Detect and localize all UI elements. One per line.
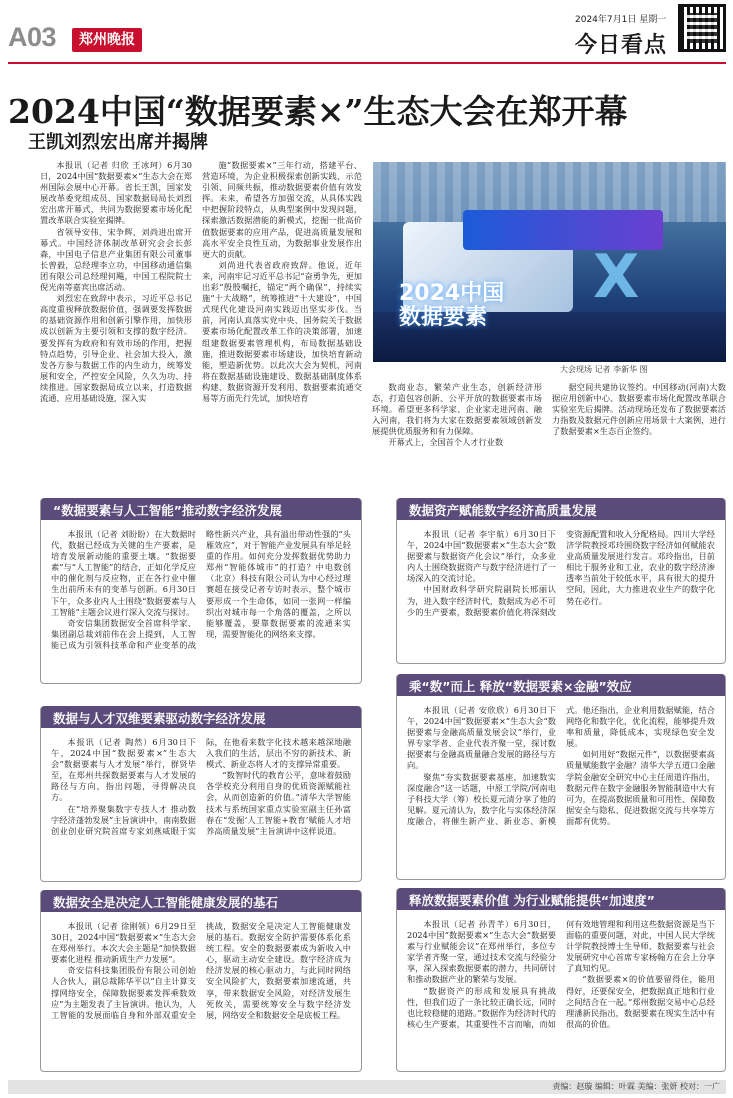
lead-text-2 — [202, 160, 362, 404]
masthead — [0, 0, 733, 64]
photo-sign-text: 2024中国 数据要素 — [399, 281, 505, 330]
paragraph: 据空间共建协议签约。中国移动(河南)大数据应用创新中心、数据要素市场化配置改革联合实验室先后揭牌。活动现场还发布了数据要素活力指数及数据元件创新应用场景十大案例，进行了数据要素×生态百企签约。 — [552, 382, 726, 437]
paragraph: “数智时代的教育公平，意味着鼓励各学校充分利用自身的优质资源赋能社会，从而创造新的价值。”清华大学智能技术与系统国家重点实验室副主任孙富春在“发掘‘人工智能+教育’赋能人才培养高质量发展”主旨演讲中这样说道。 — [206, 770, 351, 836]
lead-text-4 — [552, 382, 726, 437]
lead-headline[interactable]: 2024中国“数据要素×”生态大会在郑开幕 — [8, 92, 628, 131]
lead-column-1 — [40, 160, 192, 490]
conference-photo[interactable]: X 2024中国 数据要素 — [373, 162, 726, 362]
lead-text-3 — [372, 382, 542, 449]
paragraph: 刘尚进代表省政府致辞。他说，近年来，河南牢记习近平总书记“奋勇争先，更加出彩”殷殷嘱托，锚定“两个确保”，持续实施“十大战略”，统筹推进“十大建设”，中国式现代化建设河南实践迈出坚实步伐。当前，河南认真落实党中央、国务院关于数据要素市场化配置改革工作的决策部署，加速组建数据要素管理机构，布局数据基础设施，推进数据要素市场建设，加快培育新动能，塑造新优势。以此次大会为契机，河南将在数据基础设施建设、数据基础制度体系构建、数据资源开发利用、数据要素流通交易等方面先行先试，加快培育 — [202, 259, 362, 403]
paragraph: 聚焦“夯实数据要素基座，加速数实深度融合”这一话题，中原工学院/河南电子科技大学（筹）校长夏元清分享了他的见解。夏元清认为，数字化与实体经济深度融合，将催生新产业、新业态、新模式。他还指出，企业利用数据赋能，结合网络化和数字化，优化流程，能够提升效率和质量，降低成本，实现绿色安全发展。 — [407, 705, 715, 826]
lead-subhead: 王凯刘烈宏出席并揭牌 — [28, 132, 208, 153]
paragraph: 施“数据要素×”三年行动，搭建平台、营造环境，为企业积极探索创新实践、示范引领、同频共振，推动数据要素价值有效发挥。未来，希望各方加强交流，从具体实践中把握阶段特点，从典型案例中发现问题，探索激活数据潜能的新模式，挖掘一批高价值数据要素的应用产品，促进高质量发展和高水平安全良性互动，为数据事业发展作出更大的贡献。 — [202, 160, 362, 259]
article-body — [407, 705, 715, 871]
qr-code-icon[interactable] — [678, 4, 726, 52]
paragraph: 本报讯（记者 刘盼盼）在大数据时代，数据已经成为关键的生产要素，是培育发展新动能的重要土壤。“数据要素”与“人工智能”的结合，正如化学反应中的催化剂与反应物，正在各行业中催生出前所未有的变革与创新。6月30日下午，众多业内人士围绕“数据要素与人工智能”主题会议进行深入交流与探讨。 — [51, 529, 196, 617]
article-box-assets — [396, 498, 726, 664]
article-body — [51, 737, 351, 873]
paragraph: “数据资产的形成和发展具有挑战性，但我们迈了一条比较正确长远，同时也比较稳健的道路。”数据作为经济时代的核心生产要素，其重要性不言而喻，而如何有效地管理和利用这些数据资源是当下面临的重要问题，对此，中国人民大学统计学院教授博士生导师、数据要素与社会发展研究中心首席专家杨翰方在会上分享了真知灼见。 — [407, 919, 715, 1029]
article-box-security — [40, 890, 362, 1072]
paragraph: 刘烈宏在致辞中表示，习近平总书记高度重视释放数据价值，强调要发挥数据的基础资源作用和创新引擎作用，加快形成以创新为主要引领和支撑的数字经济。要发挥有为政府和有效市场的作用，把握特点趋势，引导企业、社会加大投入，激发各方参与数据工作的内生动力，统筹发展和安全，严控安全风险，久久为功、持续推进。国家数据局成立以来，打造数据流通、应用基础设施，深入实 — [40, 293, 192, 403]
lead-column-4 — [552, 382, 726, 490]
paragraph: 数商业态，繁荣产业生态，创新经济形态，打造包容创新、公平开放的数据要素市场环境。希望更多科学家、企业家走进河南、融入河南，我们将为大家在数据要素领域创新发展提供优质服务和有力保障。 — [372, 382, 542, 437]
newspaper-logo[interactable]: 郑州晚报 — [72, 28, 142, 52]
lead-column-2 — [202, 160, 362, 490]
photo-caption: 大会现场 记者 李新华 图 — [560, 365, 648, 374]
paragraph: 本报讯（记者 安欣欣）6月30日下午，2024中国“数据要素×”生态大会“数据要素与金融高质量发展会议”举行，业界专家学者、企业代表齐聚一堂，探讨数据要素与金融高质量融合发展的路径与方向。 — [407, 705, 556, 771]
paragraph: 本报讯（记者 陶然）6月30日下午，2024中国“数据要素×”生态大会“数据要素与人才发展”举行，群贤毕至，在郑州共探数据要素与人才发展的路径与方向，指出问题，寻得解决良方。 — [51, 737, 196, 803]
paragraph: 本报讯（记者 徐刚领）6月29日至30日，2024中国“数据要素×”生态大会在郑州举行。本次大会主题是“加快数据要素化进程 推动新质生产力发展”。 — [51, 921, 196, 965]
page-footer — [8, 1080, 726, 1094]
article-body — [51, 921, 351, 1063]
section-title: 今日看点 — [575, 33, 668, 58]
masthead-divider — [8, 62, 726, 64]
paragraph: “数据要素×的价值要留得住，能用得好，还要保安全，把数据真正地和行业之间结合在一起。”郑州数据交易中心总经理潘新民指出，数据要素在现实生活中有很高的价值。 — [566, 974, 715, 1029]
paragraph: 本报讯（记者 归欣 王冰珂）6月30日，2024中国“数据要素×”生态大会在郑州国际会展中心开幕。省长王凯，国家发展改革委党组成员、国家数据局局长刘烈宏出席开幕式，共同为数据要素市场化配置改革联合实验室揭牌。 — [40, 160, 192, 226]
article-title[interactable]: 释放数据要素价值 为行业赋能提供“加速度” — [409, 893, 655, 908]
paragraph: 中国财政科学研究院副院长邢丽认为，进入数字经济时代，数据成为必不可少的生产要素，数据要素价值化将深刻改变资源配置和收入分配格局。四川大学经济学院教授邓玲围绕数字经济如何赋能农业高质量发展进行发言。邓玲指出，目前相比于服务业和工业，农业的数字经济渗透率当前处于较低水平，具有很大的提升空间，因此，大力推进农业生产的数字化势在必行。 — [407, 529, 715, 617]
paragraph: 在“培养聚集数字专技人才 推动数字经济蓬勃发展”主旨演讲中，南南数据创业创业研究院首席专家刘燕威眼于实际，在他看来数字化技术越来越深地融入我们的生活，层出不穷的新技术、新模式、新业态将人才的支撑异常重要。 — [51, 737, 351, 836]
page-number: A03 — [8, 22, 57, 52]
article-box-finance — [396, 674, 726, 880]
article-title[interactable]: 乘“数”而上 释放“数据要素×金融”效应 — [409, 679, 632, 694]
article-title[interactable]: 数据资产赋能数字经济高质量发展 — [409, 503, 597, 518]
issue-date: 2024年7月1日 星期一 — [575, 15, 667, 25]
article-body — [51, 529, 351, 675]
article-box-talent — [40, 706, 362, 882]
article-body — [407, 529, 715, 655]
lead-text-1 — [40, 160, 192, 404]
article-title[interactable]: 数据安全是决定人工智能健康发展的基石 — [53, 895, 279, 910]
paragraph: 省领导安伟、宋争辉，刘尚进出席开幕式。中国经济体制改革研究会会长彭森，中国电子信息产业集团有限公司董事长曾毅，总经理李立功，中国移动通信集团有限公司总经理何飚，中国工程院院士倪光南等嘉宾出席活动。 — [40, 226, 192, 293]
article-body — [407, 919, 715, 1063]
paragraph: 本报讯（记者 孙青芊）6月30日，2024中国“数据要素×”生态大会“数据要素与行业赋能会议”在郑州举行，多位专家学者齐聚一堂，通过技术交流与经验分享，深入探索数据要素的潜力，共同研讨和推动数据产业的繁荣与发展。 — [407, 919, 556, 985]
article-box-ai — [40, 498, 362, 684]
article-title[interactable]: “数据要素与人工智能”推动数字经济发展 — [53, 503, 282, 518]
article-title[interactable]: 数据与人才双维要素驱动数字经济发展 — [53, 711, 266, 726]
paragraph: 如何用好“数据元件”，以数据要素高质量赋能数字金融？清华大学五道口金融学院金融安全研究中心主任周道许指出，数据元件在数字金融服务智能制造中大有可为，在提高数据质量和可用性、保障数据安全与隐私、促进数据交流与共享等方面都有优势。 — [566, 749, 715, 826]
article-box-industry — [396, 888, 726, 1072]
paragraph: 奇安信科技集团股份有限公司创始人合伙人，副总裁陈华平以“自主计算支撑网络安全，保障数据要素发挥乘数效应”为主题发表了主旨演讲。他认为，人工智能的发展面临自身和外部双重安全挑战，数据安全是决定人工智能健康发展的基石。数据安全防护需要体系化系统工程。安全的数据要素成为新收入中心，驱动主动安全建设。数字经济成为经济发展的核心驱动力，与此同时网络安全风险扩大，数据要素加速流通，共享，带来数据安全风险，对经济发展生死攸关，需要统筹安全与数字经济发展，网络安全和数据安全是底板工程。 — [51, 921, 351, 1020]
lead-column-3 — [372, 382, 542, 490]
editor-credits: 责编：赵璇 编辑：叶霖 美编：张妍 校对：一广 — [552, 1082, 720, 1091]
paragraph: 奇安信集团数据安全首席科学家、集团副总裁刘前伟在会上提到，人工智能已成为引领科技革命和产业变革的战略性新兴产业，具有溢出带动性强的“头雁效应”，对于智能产业发展具有举足轻重的作用。如何充分发挥数据优势助力郑州“智能体城市”的打造？中电数创（北京）科技有限公司认为中心经过理赛超在接受记者专访时表示，整个城市要形成一个生命体，如同一张网一样编织出对城市每一个角落的覆盖，之所以能够覆盖，要靠数据要素的流通来实现，需要智能化的网络来支撑。 — [51, 529, 351, 650]
paragraph: 开幕式上，全国首个人才行业数 — [388, 437, 504, 448]
paragraph: 本报讯（记者 李宇航）6月30日下午，2024中国“数据要素×”生态大会“数据要素与数据资产化会议”举行，众多业内人士围绕数据资产与数字经济进行了一场深入的交流讨论。 — [407, 529, 556, 584]
